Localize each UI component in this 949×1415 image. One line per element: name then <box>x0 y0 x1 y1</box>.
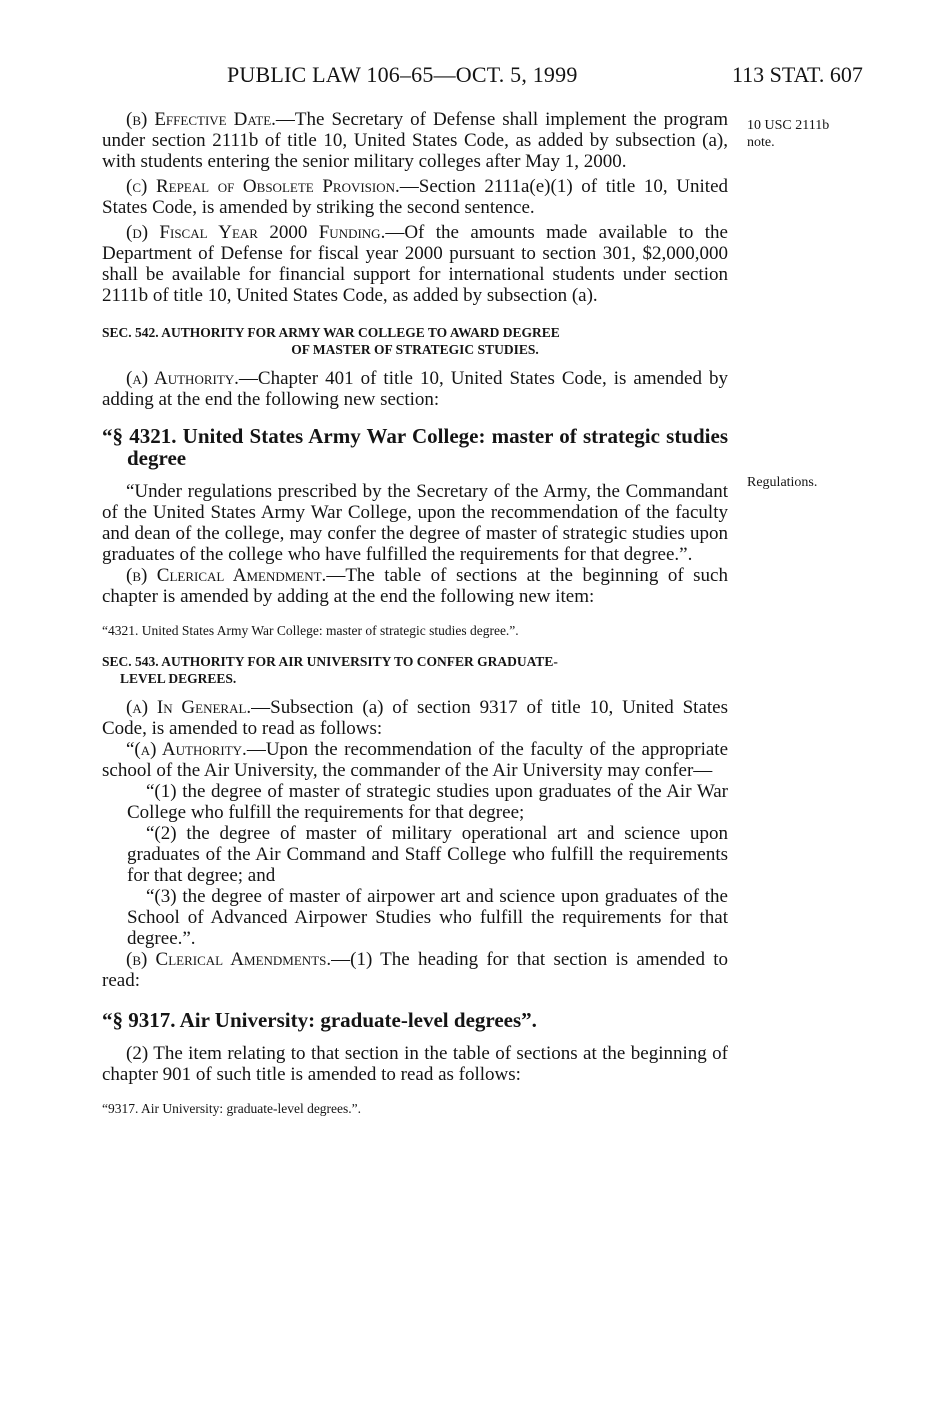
sec-543-heading-line2: LEVEL DEGREES. <box>120 671 237 686</box>
sec-542-heading-line2: OF MASTER OF STRATEGIC STUDIES. <box>291 342 539 357</box>
section-4321-text: “Under regulations prescribed by the Secretary of the Army, the Commandant of the United States Army War College, upon the recommendation of the faculty and dean of the college, may confer the degree of master of strategic studies upon graduates of the college who have fulfilled the requirements for that degree.”. <box>102 481 728 565</box>
sec-542-heading <box>102 324 728 358</box>
sec-543-a-text: —Subsection (a) of section 9317 of title 10, United States Code, is amended to read as follows: <box>102 697 729 739</box>
sec-542-b-text: —The table of sections at the beginning of such chapter is amended by adding at the end the following new item: <box>102 565 728 607</box>
para-b-text: —The Secretary of Defense shall implement the program under section 2111b of title 10, United States Code, as added by subsection (a), with students entering the senior military colleges after May 1, 2000. <box>102 109 728 172</box>
sec-543-heading-line1: SEC. 543. AUTHORITY FOR AIR UNIVERSITY TO CONFER GRADUATE- <box>102 654 558 669</box>
header-public-law: PUBLIC LAW 106–65—OCT. 5, 1999 <box>227 62 578 87</box>
sec-543-a-label: (a) In General. <box>126 697 252 718</box>
sec-543-b-label: (b) Clerical Amendments. <box>126 949 332 970</box>
para-d-label: (d) Fiscal Year 2000 Funding. <box>126 222 386 243</box>
margin-note-regulations: Regulations. <box>747 475 818 490</box>
sec-543-b-text: —(1) The heading for that section is amended to read: <box>102 949 729 991</box>
section-4321-heading: “§ 4321. United States Army War College: master of strategic studies degree <box>102 424 728 470</box>
sec-542-a <box>102 368 728 410</box>
para-b-effective-date <box>102 109 728 172</box>
sec-543-b2: (2) The item relating to that section in the table of sections at the beginning of chapter 901 of such title is amended to read as follows: <box>102 1043 728 1085</box>
sec-542-a-text: —Chapter 401 of title 10, United States Code, is amended by adding at the end the following new section: <box>102 368 728 410</box>
list-item-1: “(1) the degree of master of strategic studies upon graduates of the Air War College who fulfill the requirements for that degree; <box>127 781 728 823</box>
list-item-2: “(2) the degree of master of military operational art and science upon graduates of the Air Command and Staff College who fulfill the requirements for that degree; and <box>127 823 728 886</box>
sec-542-heading-line1: SEC. 542. AUTHORITY FOR ARMY WAR COLLEGE TO AWARD DEGREE <box>102 325 560 340</box>
table-item-9317: “9317. Air University: graduate-level degrees.”. <box>102 1101 362 1116</box>
page-body <box>102 109 728 1131</box>
running-header <box>0 62 949 92</box>
margin-note-usc-line1: 10 USC 2111b <box>747 118 830 133</box>
para-c-text: —Section 2111a(e)(1) of title 10, United States Code, is amended by striking the second sentence. <box>102 176 729 218</box>
para-d-fiscal <box>102 222 728 306</box>
sec-542-b-label: (b) Clerical Amendment. <box>126 565 327 586</box>
sec-543-a <box>102 697 728 739</box>
list-item-3: “(3) the degree of master of airpower art and science upon graduates of the School of Advanced Airpower Studies who fulfill the requirements for that degree.”. <box>127 886 728 949</box>
sec-543-heading <box>102 653 728 687</box>
sec-542-b <box>102 565 728 607</box>
para-c-repeal <box>102 176 728 218</box>
sec-543-a-quote <box>102 739 728 781</box>
header-stat-page: 113 STAT. 607 <box>732 62 863 87</box>
sec-543-a-quote-label: “(a) Authority. <box>126 739 247 760</box>
sec-542-a-label: (a) Authority. <box>126 368 239 389</box>
section-9317-heading: “§ 9317. Air University: graduate-level degrees”. <box>102 1008 537 1032</box>
margin-note-usc-line2: note. <box>747 135 775 150</box>
para-b-label: (b) Effective Date. <box>126 109 276 130</box>
margin-note-usc <box>747 117 829 151</box>
para-d-text: —Of the amounts made available to the Department of Defense for fiscal year 2000 pursuant to section 301, $2,000,000 shall be available for financial support for international students under section 2111b of title 10, United States Code, as added by subsection (a). <box>102 222 728 306</box>
table-item-4321: “4321. United States Army War College: master of strategic studies degree.”. <box>102 623 519 638</box>
sec-543-b <box>102 949 728 991</box>
sec-543-a-quote-text: —Upon the recommendation of the faculty of the appropriate school of the Air University, the commander of the Air University may confer— <box>102 739 728 781</box>
para-c-label: (c) Repeal of Obsolete Provision. <box>126 176 400 197</box>
